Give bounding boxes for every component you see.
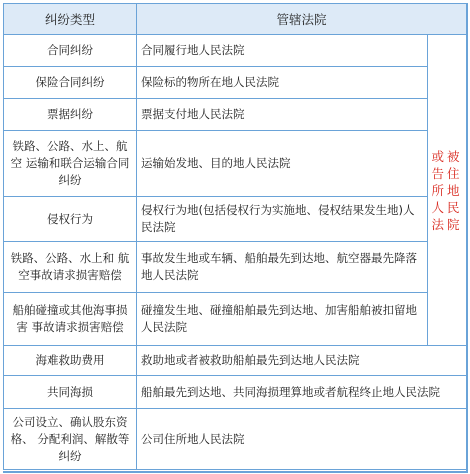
- dispute-type-cell: 保险合同纠纷: [4, 67, 137, 99]
- court-cell: 运输始发地、目的地人民法院: [137, 131, 428, 197]
- header-court: 管辖法院: [137, 4, 467, 35]
- court-cell: 侵权行为地(包括侵权行为实施地、侵权结果发生地)人民法院: [137, 197, 428, 242]
- court-cell: 事故发生地或车辆、船舶最先到达地、航空器最先降落地人民法院: [137, 242, 428, 293]
- dispute-type-cell: 公司设立、确认股东资格、 分配利润、解散等纠纷: [4, 409, 137, 470]
- table-row: [4, 35, 467, 67]
- table-row: [4, 376, 467, 409]
- dispute-type-cell: 合同纠纷: [4, 35, 137, 67]
- table-row: [4, 242, 467, 293]
- dispute-type-cell: 票据纠纷: [4, 99, 137, 131]
- court-cell: 船舶最先到达地、共同海损理算地或者航程终止地人民法院: [137, 376, 467, 409]
- table-row: [4, 131, 467, 197]
- table-row: [4, 99, 467, 131]
- court-cell: 碰撞发生地、碰撞船舶最先到达地、加害船舶被扣留地人民法院: [137, 293, 428, 346]
- table-row: [4, 346, 467, 376]
- side-note-text: 或被告住所地人民法院: [431, 148, 463, 232]
- jurisdiction-table: [3, 3, 467, 470]
- court-cell: 合同履行地人民法院: [137, 35, 428, 67]
- dispute-type-cell: 海难救助费用: [4, 346, 137, 376]
- side-note-cell: [428, 35, 467, 346]
- table-row: [4, 197, 467, 242]
- dispute-type-cell: 船舶碰撞或其他海事损害 事故请求损害赔偿: [4, 293, 137, 346]
- court-cell: 票据支付地人民法院: [137, 99, 428, 131]
- dispute-type-cell: 铁路、公路、水上和 航空事故请求损害赔偿: [4, 242, 137, 293]
- jurisdiction-table-container: [3, 3, 468, 473]
- table-header-row: [4, 4, 467, 35]
- table-row: [4, 67, 467, 99]
- court-cell: 保险标的物所在地人民法院: [137, 67, 428, 99]
- table-row: [4, 293, 467, 346]
- dispute-type-cell: 铁路、公路、水上、航空 运输和联合运输合同纠纷: [4, 131, 137, 197]
- table-row: [4, 409, 467, 470]
- court-cell: 公司住所地人民法院: [137, 409, 467, 470]
- header-dispute-type: 纠纷类型: [4, 4, 137, 35]
- court-cell: 救助地或者被救助船舶最先到达地人民法院: [137, 346, 467, 376]
- dispute-type-cell: 共同海损: [4, 376, 137, 409]
- dispute-type-cell: 侵权行为: [4, 197, 137, 242]
